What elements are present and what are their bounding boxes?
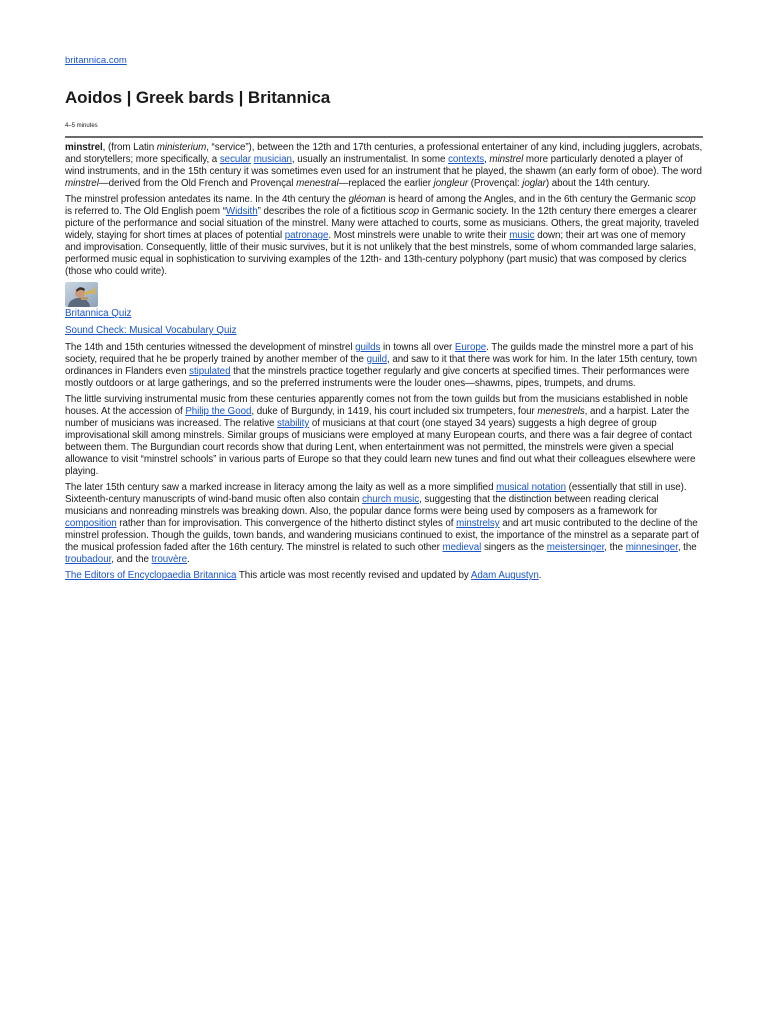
trumpet-player-thumbnail-icon[interactable] [65, 282, 98, 307]
paragraph-courts [65, 394, 703, 478]
link-musical-notation[interactable]: musical notation [496, 482, 566, 493]
paragraph-decline [65, 482, 703, 566]
quiz-title-link[interactable]: Britannica Quiz [65, 308, 132, 319]
quiz-subtitle-link[interactable]: Sound Check: Musical Vocabulary Quiz [65, 325, 237, 336]
text-run: down; their art was one of memory and improvisation. Consequently, little of their music survives, but it is not unlikely that the best minstrels, some of whom commanded large salaries, performed music equal in sophistication to surviving examples of the 12th- and 13th-century polyphony (part music) that was composed by clerics (those who could write). [65, 230, 697, 277]
text-run: , and a harpist. Later the number of musicians was increased. The relative [65, 406, 690, 429]
text-run: , suggesting that the distinction between reading clerical musicians and nonreading minstrels was breaking down. Also, the popular dance forms were being used by composers as a framework for [65, 494, 659, 517]
quiz-label [65, 308, 703, 320]
text-run: rather than for improvisation. This convergence of the hitherto distinct styles of [116, 518, 457, 529]
text-run: ” describes the role of a fictitious [257, 206, 399, 217]
text-run: , and saw to it that there was work for him. In the later 15th century, town ordinances in Flanders even [65, 354, 698, 377]
text-run: singers as the [481, 542, 547, 553]
text-run: (Provençal: [468, 178, 523, 189]
term: scop [675, 194, 696, 205]
text-run: ) about the 14th century. [545, 178, 650, 189]
text-run: in Germanic society. In the 12th century there emerges a clearer picture of the performance and social situation of the minstrel. Many were attached to courts, some as musicians. Others, the great majority, traveled widely, staying for short times at places of potential [65, 206, 699, 241]
page-title: Aoidos | Greek bards | Britannica [65, 88, 331, 107]
text-run: The later 15th century saw a marked increase in literacy among the laity as well as a more simplified [65, 482, 497, 493]
link-troubadour[interactable]: troubadour [65, 554, 112, 565]
paragraph-intro [65, 142, 703, 190]
link-meistersinger[interactable]: meistersinger [546, 542, 605, 553]
text-run: —replaced the earlier [338, 178, 434, 189]
link-composition[interactable]: composition [65, 518, 117, 529]
link-contexts[interactable]: contexts [448, 154, 485, 165]
read-time: 4–5 minutes [65, 123, 98, 129]
text-run: more particularly denoted a player of wind instruments, and in the 15th century it was sometimes even used for an instrument that he played, the shawm (an early form of oboe). The word [65, 154, 702, 177]
text-run: is referred to. The Old English poem “ [65, 206, 226, 217]
latin-term: ministerium [156, 142, 207, 153]
link-church-music[interactable]: church music [362, 494, 420, 505]
text-run: , (from Latin [102, 142, 157, 153]
link-medieval[interactable]: medieval [442, 542, 482, 553]
text-run: . The guilds made the minstrel more a part of his society, required that he be properly trained by another member of the [65, 342, 694, 365]
divider [65, 136, 703, 138]
link-europe[interactable]: Europe [454, 342, 487, 353]
headword: minstrel [65, 142, 103, 153]
link-secular[interactable]: secular [219, 154, 252, 165]
text-run: is heard of among the Angles, and in the 6th century the Germanic [385, 194, 676, 205]
link-philip-the-good[interactable]: Philip the Good [185, 406, 252, 417]
editors-link[interactable]: The Editors of Encyclopaedia Britannica [65, 570, 237, 581]
term: minstrel [489, 154, 524, 165]
text-run: , usually an instrumentalist. In some [291, 154, 449, 165]
link-minstrelsy[interactable]: minstrelsy [456, 518, 500, 529]
term: scop [398, 206, 420, 217]
link-minnesinger[interactable]: minnesinger [625, 542, 678, 553]
text-run: , “service”), between the 12th and 17th centuries, a professional entertainer of any kind, including jugglers, acrobats, and storytellers; more specifically, a [65, 142, 703, 165]
text-run: , [484, 154, 490, 165]
text-run: (essentially that still in use). Sixteenth-century manuscripts of wind-band music often also contain [65, 482, 687, 505]
text-run: —derived from the Old French and Provençal [98, 178, 297, 189]
text-run: , the [677, 542, 697, 553]
link-guilds[interactable]: guilds [355, 342, 381, 353]
text-run: , the [604, 542, 626, 553]
link-guild[interactable]: guild [366, 354, 388, 365]
term: menestral [296, 178, 339, 189]
text-run: . [538, 570, 542, 581]
text-run: in towns all over [380, 342, 455, 353]
text-run: . [186, 554, 190, 565]
link-music[interactable]: music [509, 230, 535, 241]
term: joglar [522, 178, 546, 189]
term: jongleur [433, 178, 469, 189]
revised-text: This article was most recently revised and updated by [236, 570, 471, 581]
source-link[interactable]: britannica.com [65, 55, 127, 66]
text-run: , duke of Burgundy, in 1419, his court included six trumpeters, four [251, 406, 538, 417]
link-musician[interactable]: musician [253, 154, 292, 165]
link-stipulated[interactable]: stipulated [189, 366, 231, 377]
text-run: of musicians at that court (one stayed 34 years) suggests a high degree of group improvisational skill among minstrels. Similar groups of musicians were employed at many European courts, and there was a fair degree of contact between them. The Burgundian court records show that during Lent, when entertainment was not permitted, the minstrels were given a special allowance to visit “minstrel schools” in various parts of Europe so that they could learn new tunes and find out what their colleagues elsewhere were playing. [65, 418, 696, 477]
author-link[interactable]: Adam Augustyn [470, 570, 539, 581]
text-run: The 14th and 15th centuries witnessed the development of minstrel [65, 342, 356, 353]
link-stability[interactable]: stability [277, 418, 310, 429]
link-patronage[interactable]: patronage [284, 230, 329, 241]
term: menestrels [537, 406, 585, 417]
text-run: . Most minstrels were unable to write their [328, 230, 510, 241]
term: minstrel [65, 178, 99, 189]
text-run: The little surviving instrumental music from these centuries apparently comes not from the town guilds but from the musicians established in noble houses. At the accession of [65, 394, 688, 417]
text-run: The minstrel profession antedates its name. In the 4th century the [65, 194, 349, 205]
text-run: , and the [111, 554, 152, 565]
article-page [65, 50, 703, 586]
paragraph-history [65, 194, 703, 278]
paragraph-guilds [65, 342, 703, 390]
text-run: and art music contributed to the decline of the minstrel profession. Though the guilds, town bands, and wandering musicians continued to exist, the importance of the minstrel as a separate part of the musical profession faded after the 16th century. The minstrel is related to such other [65, 518, 700, 553]
term: gléoman [348, 194, 386, 205]
article-footer [65, 570, 703, 582]
link-widsith[interactable]: Widsith [225, 206, 258, 217]
text-run: that the minstrels practice together regularly and give concerts at specified times. Their performances were mostly outdoors or at large gatherings, and so the preferred instruments were the louder ones—shawms, pipes, trumpets, and drums. [65, 366, 690, 389]
link-trouvere[interactable]: trouvère [151, 554, 187, 565]
quiz-subtitle [65, 325, 703, 337]
